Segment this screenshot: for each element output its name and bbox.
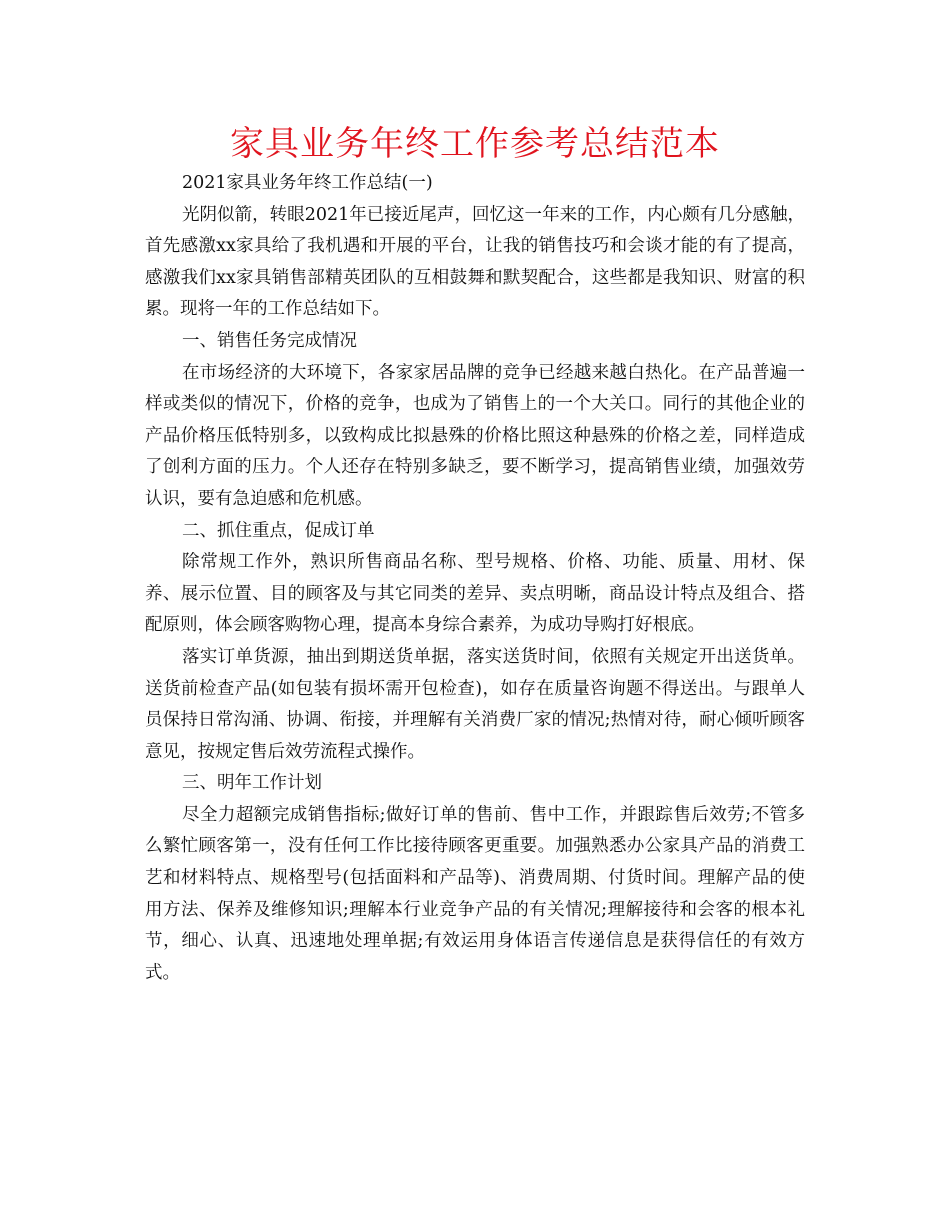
section-2-paragraph-2: 落实订单货源，抽出到期送货单据，落实送货时间，依照有关规定开出送货单。送货前检查产品(如包装有损坏需开包检查)，如存在质量咨询题不得送出。与跟单人员保持日常沟涌、协调、衔接，并理解有关消费厂家的情况;热情对待，耐心倾听顾客意见，按规定售后效劳流程式操作。	[145, 646, 805, 762]
document-title: 家具业务年终工作参考总结范本	[230, 124, 720, 164]
section-1-heading: 一、销售任务完成情况	[182, 330, 357, 351]
section-2-paragraph-1: 除常规工作外，熟识所售商品名称、型号规格、价格、功能、质量、用材、保养、展示位置、目的顾客及与其它同类的差异、卖点明晰，商品设计特点及组合、搭配原则，体会顾客购物心理，提高本身综合素养，为成功导购打好根底。	[145, 552, 805, 636]
document-body	[145, 168, 805, 989]
section-1-paragraph: 在市场经济的大环境下，各家家居品牌的竞争已经越来越白热化。在产品普遍一样或类似的情况下，价格的竞争，也成为了销售上的一个大关口。同行的其他企业的产品价格压低特别多，以致构成比拟悬殊的价格比照这种悬殊的价格之差，同样造成了创利方面的压力。个人还存在特别多缺乏，要不断学习，提高销售业绩，加强效劳认识，要有急迫感和危机感。	[145, 362, 805, 509]
section-3-heading: 三、明年工作计划	[182, 773, 322, 794]
intro-paragraph: 光阴似箭，转眼2021年已接近尾声，回忆这一年来的工作，内心颇有几分感触，首先感激xx家具给了我机遇和开展的平台，让我的销售技巧和会谈才能的有了提高，感激我们xx家具销售部精英团队的互相鼓舞和默契配合，这些都是我知识、财富的积累。现将一年的工作总结如下。	[145, 204, 805, 320]
section-2-heading: 二、抓住重点，促成订单	[182, 520, 375, 541]
section-3-paragraph: 尽全力超额完成销售指标;做好订单的售前、售中工作，并跟踪售后效劳;不管多么繁忙顾客第一，没有任何工作比接待顾客更重要。加强熟悉办公家具产品的消费工艺和材料特点、规格型号(包括面料和产品等)、消费周期、付货时间。理解产品的使用方法、保养及维修知识;理解本行业竞争产品的有关情况;理解接待和会客的根本礼节，细心、认真、迅速地处理单据;有效运用身体语言传递信息是获得信任的有效方式。	[145, 804, 805, 983]
subtitle: 2021家具业务年终工作总结(一)	[182, 173, 433, 193]
